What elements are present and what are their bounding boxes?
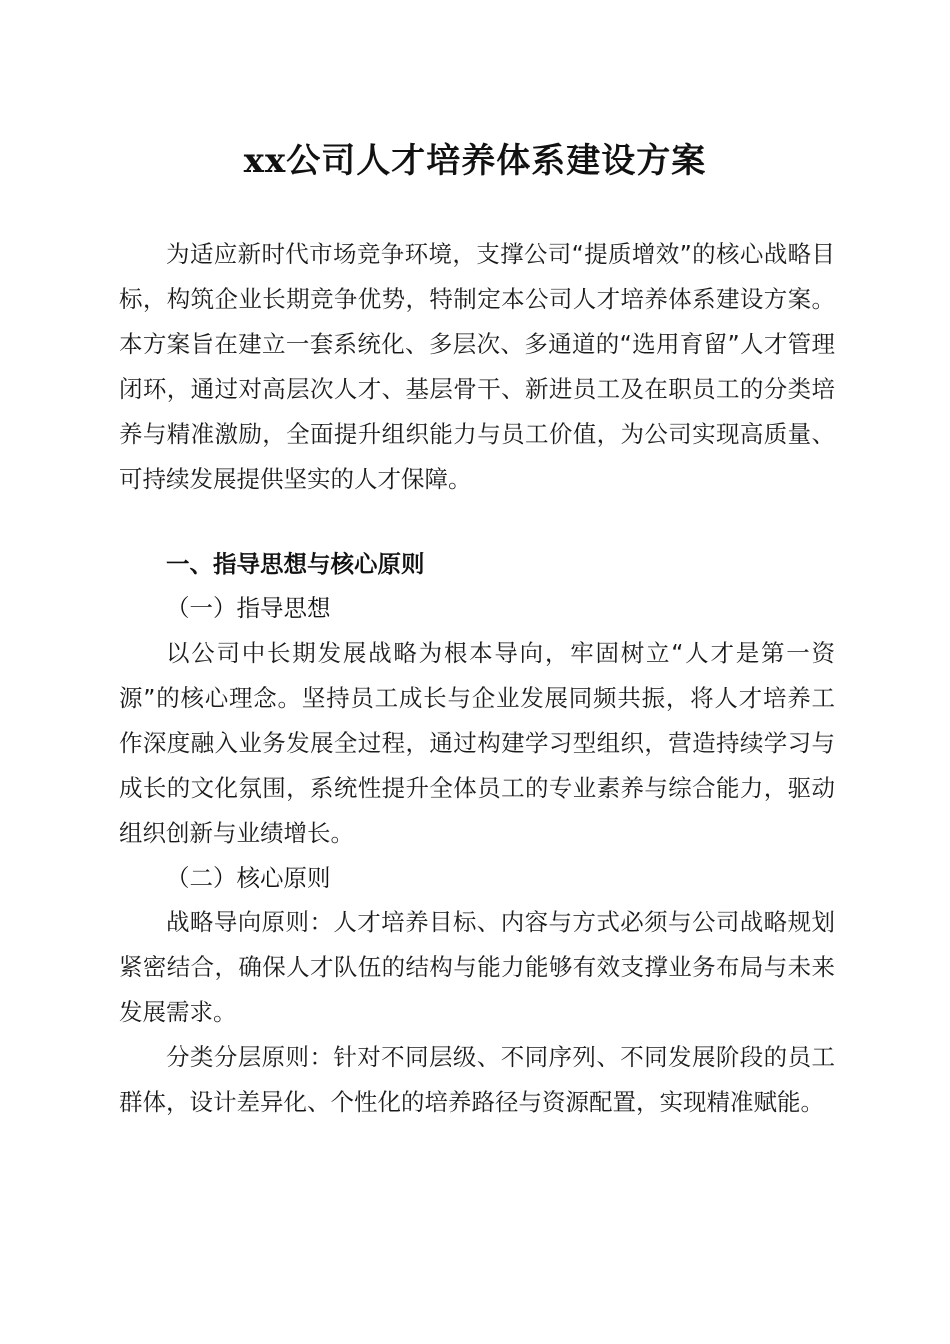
principle-paragraph: 分类分层原则：针对不同层级、不同序列、不同发展阶段的员工群体，设计差异化、个性化的培养路径与资源配置，实现精准赋能。: [119, 1043, 835, 1116]
principle-paragraph: 战略导向原则：人才培养目标、内容与方式必须与公司战略规划紧密结合，确保人才队伍的结构与能力能够有效支撑业务布局与未来发展需求。: [119, 908, 835, 1026]
section-heading: 一、指导思想与核心原则: [166, 550, 425, 578]
subsection-heading-guiding: （一）指导思想: [166, 594, 331, 622]
guiding-paragraph: 以公司中长期发展战略为根本导向，牢固树立“人才是第一资源”的核心理念。坚持员工成长与企业发展同频共振，将人才培养工作深度融入业务发展全过程，通过构建学习型组织，营造持续学习与成长的文化氛围，系统性提升全体员工的专业素养与综合能力，驱动组织创新与业绩增长。: [119, 639, 835, 847]
subsection-heading-principles: （二）核心原则: [166, 864, 331, 892]
document-title: xx公司人才培养体系建设方案: [243, 141, 707, 181]
intro-paragraph: 为适应新时代市场竞争环境，支撑公司“提质增效”的核心战略目标，构筑企业长期竞争优势，特制定本公司人才培养体系建设方案。本方案旨在建立一套系统化、多层次、多通道的“选用育留”人才管理闭环，通过对高层次人才、基层骨干、新进员工及在职员工的分类培养与精准激励，全面提升组织能力与员工价值，为公司实现高质量、可持续发展提供坚实的人才保障。: [119, 240, 835, 493]
